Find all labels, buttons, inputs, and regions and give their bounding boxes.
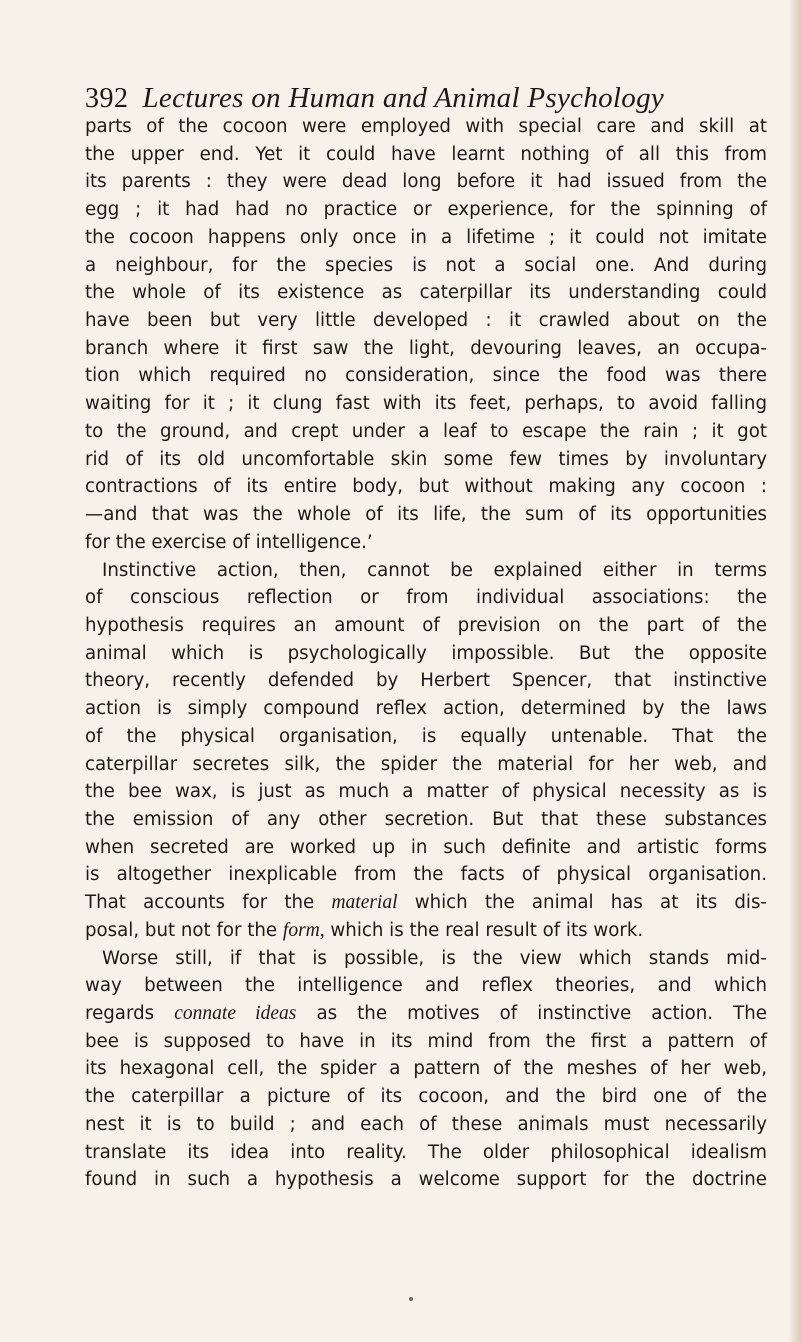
paragraph-end-line: for the exercise of intelligence.’ <box>85 531 373 553</box>
paragraph-first-line: Instinctive action, then, cannot be explained either in terms <box>102 559 767 581</box>
paragraph-first-line: Worse still, if that is possible, is the view which stands mid- <box>102 947 767 969</box>
text-line: the emission of any other secretion. But that these substances <box>85 808 767 830</box>
text-line: of conscious reflection or from individual associations: the <box>85 587 767 609</box>
text-line: —and that was the whole of its life, the sum of its opportunities <box>85 504 767 526</box>
text-segment: as the motives of instinctive action. The <box>316 1003 767 1024</box>
text-segment: posal, but not for the <box>85 919 278 941</box>
text-line: caterpillar secretes silk, the spider the material for her web, and <box>85 753 767 775</box>
text-line: the caterpillar a picture of its cocoon, and the bird one of the <box>85 1086 767 1108</box>
text-line: is altogether inexplicable from the facts of physical organisation. <box>85 864 767 886</box>
text-line: way between the intelligence and reflex theories, and which <box>85 975 767 997</box>
text-line: hypothesis requires an amount of prevision on the part of the <box>85 614 767 636</box>
text-line-with-emphasis <box>85 917 767 945</box>
text-segment: which is the real result of its work. <box>330 919 644 941</box>
text-line: translate its idea into reality. The older philosophical idealism <box>85 1141 767 1163</box>
running-title: Lectures on Human and Animal Psychology <box>142 82 665 114</box>
text-line: its hexagonal cell, the spider a pattern of the meshes of her web, <box>85 1058 767 1080</box>
text-line: waiting for it ; it clung fast with its feet, perhaps, to avoid falling <box>85 393 767 415</box>
text-line: when secreted are worked up in such definite and artistic forms <box>85 836 767 858</box>
text-line: nest it is to build ; and each of these animals must necessarily <box>85 1113 767 1135</box>
body-text <box>85 113 767 1194</box>
text-line: a neighbour, for the species is not a social one. And during <box>85 254 767 276</box>
text-line: contractions of its entire body, but without making any cocoon : <box>85 476 767 498</box>
text-segment: That accounts for the <box>85 892 315 914</box>
text-line: its parents : they were dead long before it had issued from the <box>85 171 767 193</box>
text-line-with-emphasis <box>85 1000 767 1028</box>
text-line: rid of its old uncomfortable skin some few times by involuntary <box>85 448 767 470</box>
text-line: the whole of its existence as caterpillar its understanding could <box>85 282 767 304</box>
text-line: the cocoon happens only once in a lifetime ; it could not imitate <box>85 226 767 248</box>
print-speck <box>409 1297 413 1301</box>
text-line: tion which required no consideration, since the food was there <box>85 365 767 387</box>
emphasis-material: material <box>331 892 398 914</box>
emphasis-form: form, <box>282 919 325 941</box>
text-line: parts of the cocoon were employed with special care and skill at <box>85 116 767 137</box>
text-segment: which the animal has at its dis- <box>414 892 767 914</box>
emphasis-connate-ideas: connate ideas <box>174 1003 297 1024</box>
text-line: the bee wax, is just as much a matter of physical necessity as is <box>85 781 767 803</box>
text-line: bee is supposed to have in its mind from the first a pattern of <box>85 1030 767 1052</box>
text-line: theory, recently defended by Herbert Spencer, that instinctive <box>85 670 767 692</box>
text-line: the upper end. Yet it could have learnt nothing of all this from <box>85 143 767 165</box>
page-number: 392 <box>85 83 129 114</box>
text-line: animal which is psychologically impossible. But the opposite <box>85 642 767 664</box>
text-line-with-emphasis <box>85 889 767 917</box>
text-line: found in such a hypothesis a welcome support for the doctrine <box>85 1169 767 1191</box>
text-line: egg ; it had had no practice or experience, for the spinning of <box>85 199 767 221</box>
text-line: of the physical organisation, is equally untenable. That the <box>85 725 767 747</box>
text-line: to the ground, and crept under a leaf to escape the rain ; it got <box>85 420 767 442</box>
text-line: action is simply compound reflex action, determined by the laws <box>85 698 767 720</box>
text-line: have been but very little developed : it crawled about on the <box>85 310 767 332</box>
text-line: branch where it first saw the light, devouring leaves, an occupa- <box>85 337 767 359</box>
page-edge-shadow <box>789 0 801 1342</box>
text-segment: regards <box>85 1003 155 1024</box>
